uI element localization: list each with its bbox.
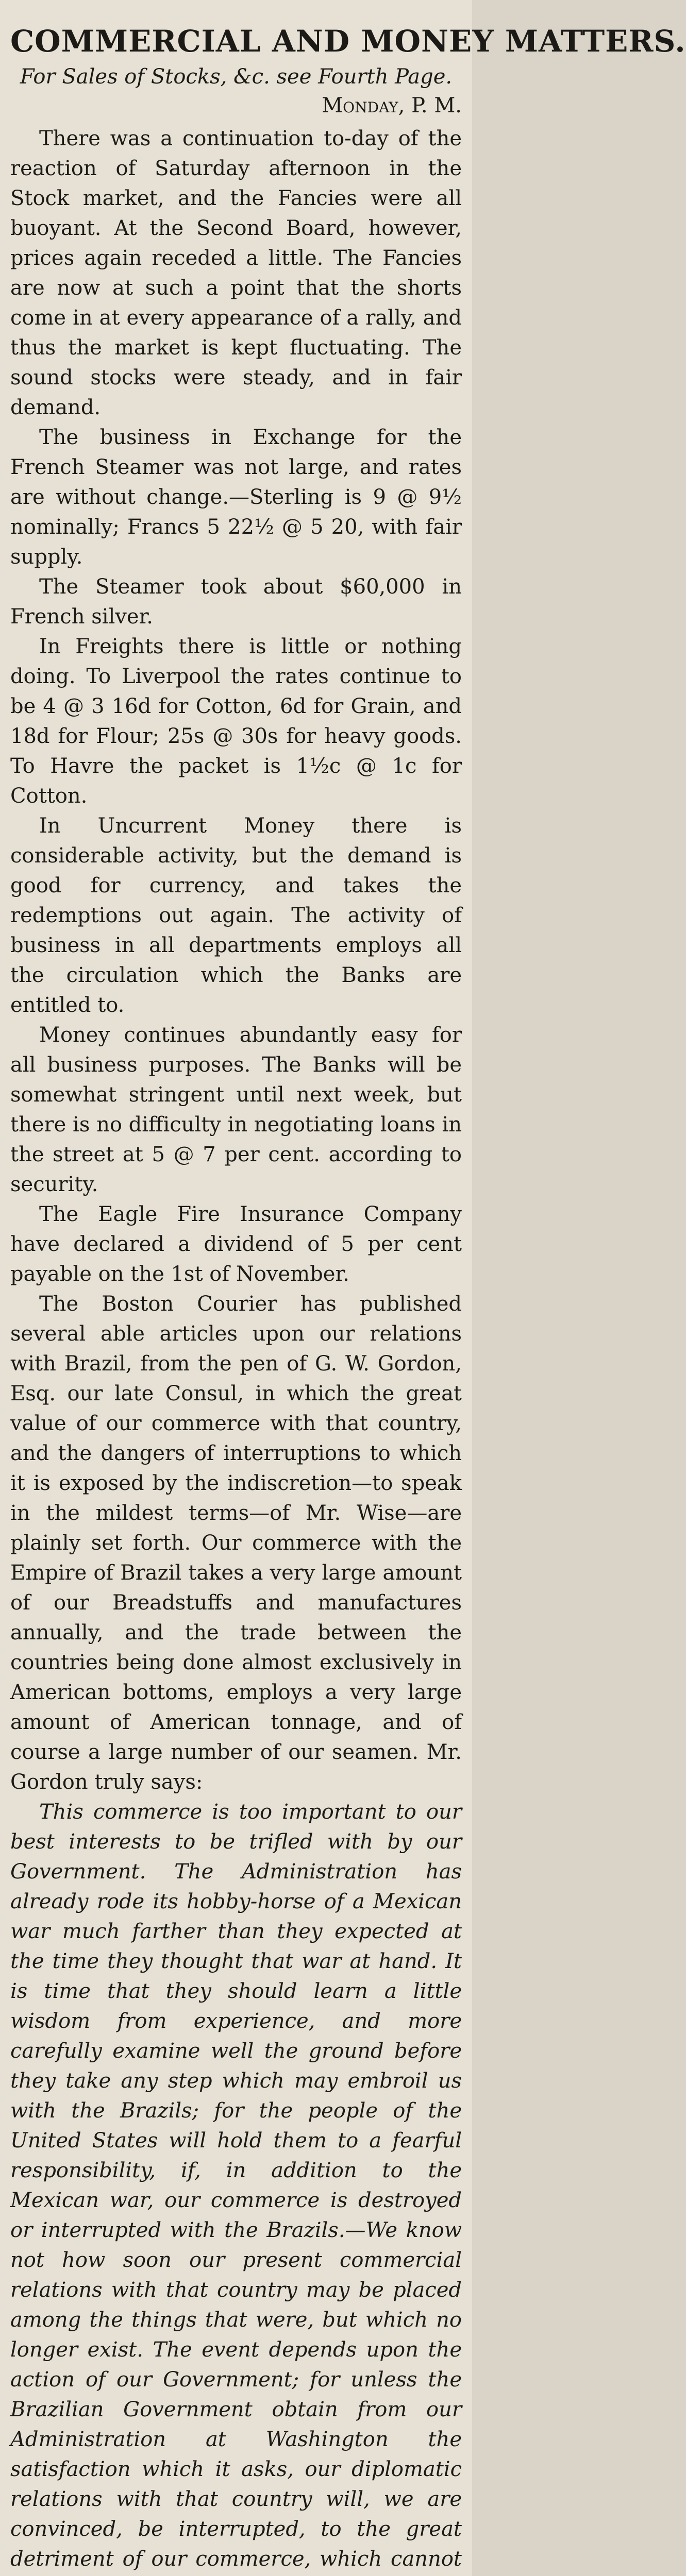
article-paragraph: The Eagle Fire Insurance Company have declared a dividend of 5 per cent payable on the 1st of November. — [10, 1202, 462, 1286]
article-headline: COMMERCIAL AND MONEY MATTERS. — [10, 24, 686, 59]
article-paragraph: There was a continuation to-day of the reaction of Saturday afternoon in the Stock market, and the Fancies were all buoyant. At the Second Board, however, prices again receded a little. The Fancies are now at such a point that the shorts come in at every appearance of a rally, and thus the market is kept fluctuating. The sound stocks were steady, and in fair demand. — [10, 127, 462, 419]
article-body — [10, 124, 462, 2576]
article-quote-paragraph: This commerce is too important to our best interests to be trifled with by our Government. The Administration has already rode its hobby-horse of a Mexican war much farther than they expected at the time they thought that war at hand. It is time that they should learn a little wisdom from experience, and more carefully examine well the ground before they take any step which may embroil us with the Brazils; for the people of the United States will hold them to a fearful responsibility, if, in addition to the Mexican war, our commerce is destroyed or interrupted with the Brazils.—We know not how soon our present commercial relations with that country may be placed among the things that were, but which no longer exist. The event depends upon the action of our Government; for unless the Brazilian Government obtain from our Administration at Washington the satisfaction which it asks, our diplomatic relations with that country will, we are convinced, be interrupted, to the great detriment of our commerce, which cannot — [10, 1800, 462, 2571]
article-paragraph: In Freights there is little or nothing doing. To Liverpool the rates continue to be 4 @ 3 16d for Cotton, 6d for Grain, and 18d for Flour; 25s @ 30s for heavy goods. To Havre the packet is 1½c @ 1c for Cotton. — [10, 635, 462, 808]
article-paragraph: In Uncurrent Money there is considerable activity, but the demand is good for currency, and takes the redemptions out again. The activity of business in all departments employs all the circulation which the Banks are entitled to. — [10, 814, 462, 1017]
article-paragraph: The business in Exchange for the French Steamer was not large, and rates are without change.—Sterling is 9 @ 9½ nominally; Francs 5 22½ @ 5 20, with fair supply. — [10, 426, 462, 569]
article-paragraph: The Boston Courier has published several able articles upon our relations with Brazil, from the pen of G. W. Gordon, Esq. our late Consul, in which the great value of our commerce with that country, and the dangers of interruptions to which it is exposed by the indiscretion—to speak in the mildest terms—of Mr. Wise—are plainly set forth. Our commerce with the Empire of Brazil takes a very large amount of our Breadstuffs and manufactures annually, and the trade between the countries being done almost exclusively in American bottoms, employs a very large amount of American tonnage, and of course a large number of our seamen. Mr. Gordon truly says: — [10, 1292, 462, 1794]
article-dateline: Monday, P. M. — [322, 94, 462, 117]
article-paragraph: Money continues abundantly easy for all business purposes. The Banks will be somewhat stringent until next week, but there is no difficulty in negotiating loans in the street at 5 @ 7 per cent. according to security. — [10, 1023, 462, 1196]
article-subhead: For Sales of Stocks, &c. see Fourth Page. — [20, 65, 453, 89]
article-paragraph: The Steamer took about $60,000 in French silver. — [10, 575, 462, 629]
